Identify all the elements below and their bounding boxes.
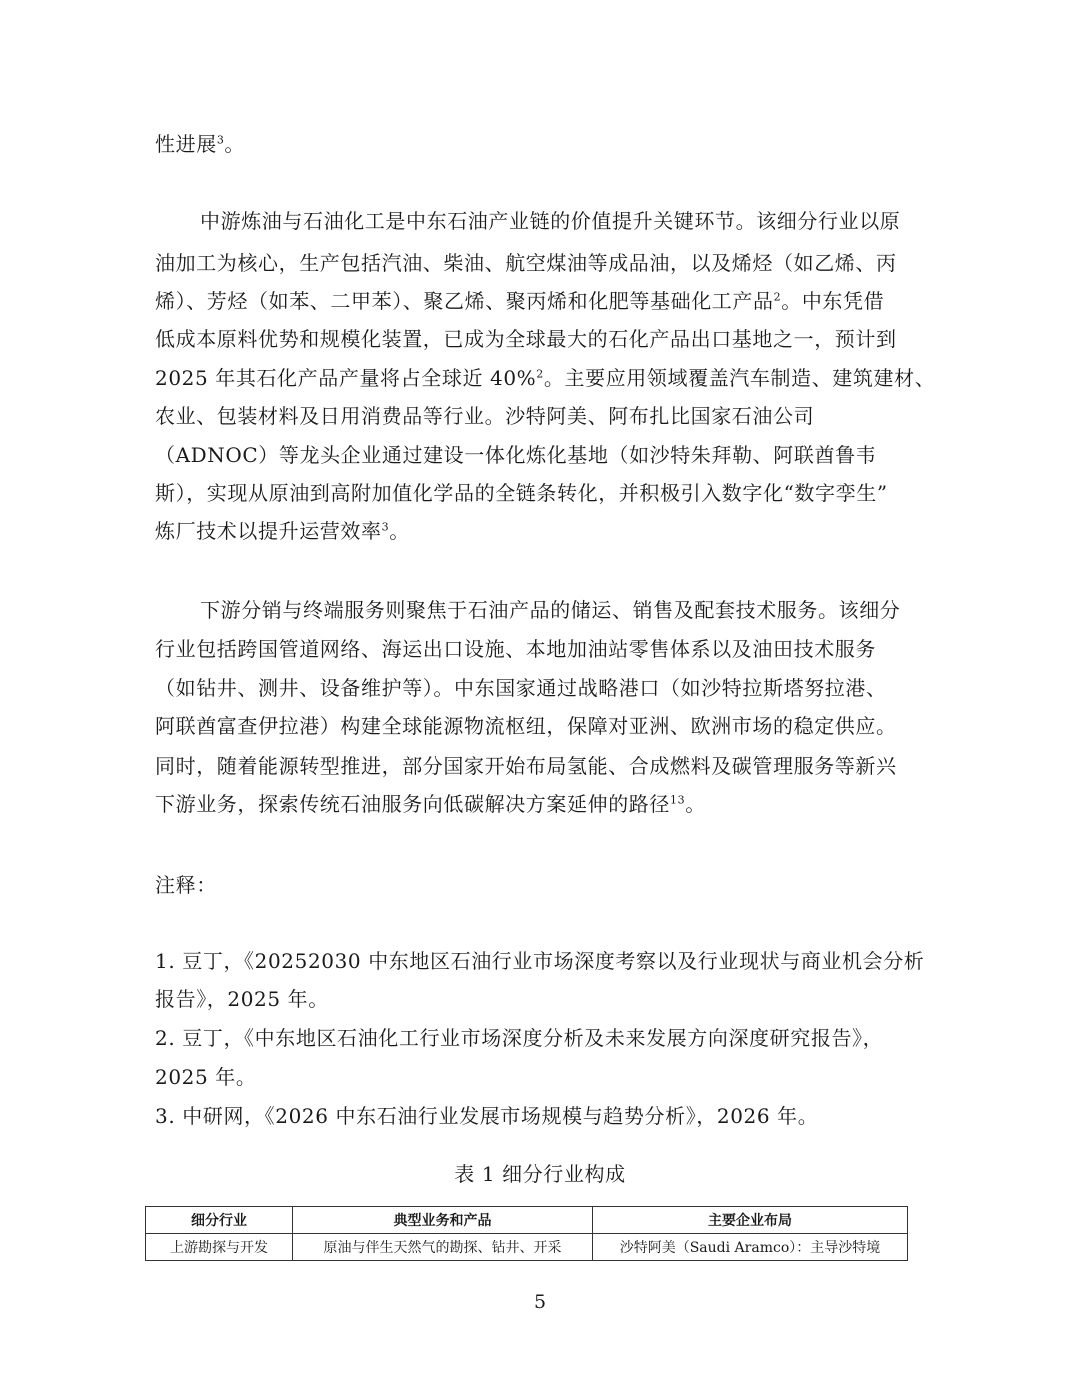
table-header-cell: 细分行业 bbox=[146, 1207, 293, 1234]
para1-line-6: 农业、包装材料及日用消费品等行业。沙特阿美、阿布扎比国家石油公司 bbox=[155, 404, 815, 428]
para2-line-3: （如钻井、测井、设备维护等）。中东国家通过战略港口（如沙特拉斯塔努拉港、 bbox=[155, 676, 887, 700]
para1-line-9: 炼厂技术以提升运营效率$^3$。 bbox=[155, 519, 410, 543]
table-cell: 原油与伴生天然气的勘探、钻井、开采 bbox=[293, 1234, 593, 1261]
para2-line-4: 阿联酋富查伊拉港）构建全球能源物流枢纽，保障对亚洲、欧洲市场的稳定供应。 bbox=[155, 714, 897, 738]
para1-line-8: 斯），实现从原油到高附加值化学品的全链条转化，并积极引入数字化“数字孪生” bbox=[155, 481, 888, 505]
table-cell: 沙特阿美（Saudi Aramco）：主导沙特境 bbox=[593, 1234, 908, 1261]
para1-line-3: 烯）、芳烃（如苯、二甲苯）、聚乙烯、聚丙烯和化肥等基础化工产品$^2$。中东凭借 bbox=[155, 289, 885, 313]
table-caption: 表 1 细分行业构成 bbox=[454, 1162, 626, 1186]
para2-line-2: 行业包括跨国管道网络、海运出口设施、本地加油站零售体系以及油田技术服务 bbox=[155, 637, 876, 661]
table-header-row bbox=[146, 1207, 908, 1234]
note-2-line-1: 2. 豆丁，《中东地区石油化工行业市场深度分析及未来发展方向深度研究报告》， bbox=[155, 1026, 884, 1050]
table-cell: 上游勘探与开发 bbox=[146, 1234, 293, 1261]
para1-line-1: 中游炼油与石油化工是中东石油产业链的价值提升关键环节。该细分行业以原 bbox=[200, 209, 901, 233]
para1-line-7: （ADNOC）等龙头企业通过建设一体化炼化基地（如沙特朱拜勒、阿联酋鲁韦 bbox=[155, 443, 877, 467]
para2-line-6: 下游业务，探索传统石油服务向低碳解决方案延伸的路径$^{13}$。 bbox=[155, 792, 706, 816]
industry-table bbox=[145, 1206, 908, 1261]
para1-line-4: 低成本原料优势和规模化装置，已成为全球最大的石化产品出口基地之一，预计到 bbox=[155, 327, 897, 351]
note-1-line-2: 报告》，2025 年。 bbox=[155, 987, 329, 1011]
para0-line: 性进展$^3$。 bbox=[155, 132, 246, 156]
para2-line-1: 下游分销与终端服务则聚焦于石油产品的储运、销售及配套技术服务。该细分 bbox=[200, 598, 901, 622]
table-header-cell: 主要企业布局 bbox=[593, 1207, 908, 1234]
note-2-line-2: 2025 年。 bbox=[155, 1065, 257, 1089]
table-header-cell: 典型业务和产品 bbox=[293, 1207, 593, 1234]
notes-heading: 注释： bbox=[155, 873, 217, 897]
note-3-line-1: 3. 中研网，《2026 中东石油行业发展市场规模与趋势分析》，2026 年。 bbox=[155, 1104, 819, 1128]
para2-line-5: 同时，随着能源转型推进，部分国家开始布局氢能、合成燃料及碳管理服务等新兴 bbox=[155, 754, 897, 778]
note-1-line-1: 1. 豆丁，《20252030 中东地区石油行业市场深度考察以及行业现状与商业机会分析 bbox=[155, 949, 925, 973]
page-number: 5 bbox=[533, 1291, 547, 1313]
para1-line-5: 2025 年其石化产品产量将占全球近 40%$^2$。主要应用领域覆盖汽车制造、建筑建材、 bbox=[155, 366, 936, 390]
para1-line-2: 油加工为核心，生产包括汽油、柴油、航空煤油等成品油，以及烯烃（如乙烯、丙 bbox=[155, 251, 897, 275]
table-row bbox=[146, 1234, 908, 1261]
